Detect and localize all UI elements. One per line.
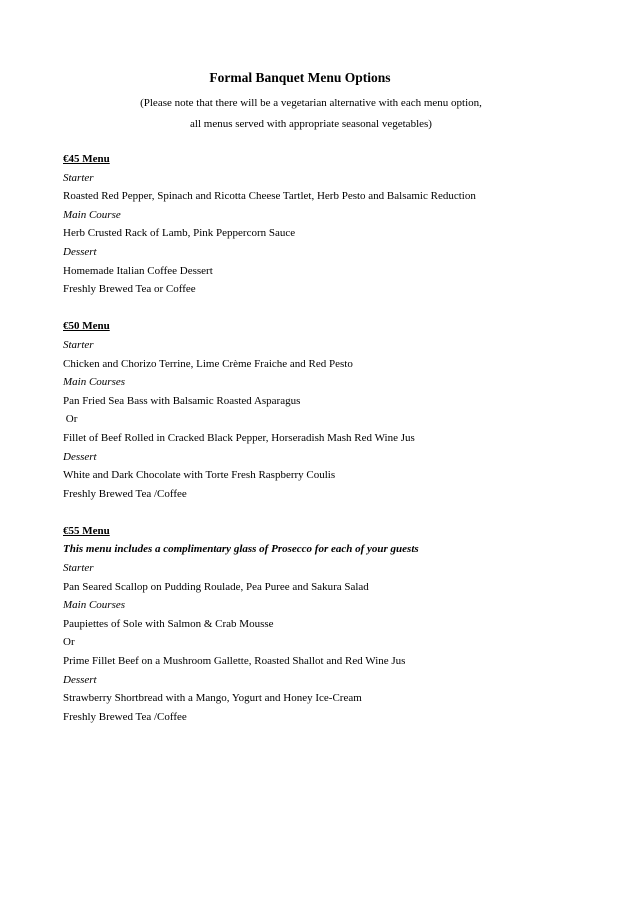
menu-55-dessert: Strawberry Shortbread with a Mango, Yogurt and Honey Ice-Cream <box>63 692 362 705</box>
section-gap <box>63 503 623 522</box>
menu-45-dessert: Homemade Italian Coffee Dessert <box>63 264 213 277</box>
menu-45-main: Herb Crusted Rack of Lamb, Pink Peppercorn Sauce <box>63 227 296 240</box>
menu-50-main-option-1: Pan Fried Sea Bass with Balsamic Roasted Asparagus <box>63 394 301 407</box>
menu-45-dessert-label: Dessert <box>63 245 97 258</box>
menu-55-section <box>63 522 623 727</box>
section-gap <box>63 299 623 318</box>
menu-50-main-option-2: Fillet of Beef Rolled in Cracked Black Pepper, Horseradish Mash Red Wine Jus <box>63 431 415 444</box>
menu-45-starter-label: Starter <box>63 171 94 184</box>
menu-45-starter: Roasted Red Pepper, Spinach and Ricotta Cheese Tartlet, Herb Pesto and Balsamic Reduction <box>63 190 476 203</box>
page-title: Formal Banquet Menu Options <box>209 70 391 85</box>
menu-list <box>63 150 623 726</box>
menu-50-section <box>63 317 623 503</box>
menu-55-starter-label: Starter <box>63 562 94 575</box>
menu-50-dessert-label: Dessert <box>63 450 97 463</box>
menu-45-main-label: Main Course <box>63 208 121 221</box>
menu-55-main-option-1: Paupiettes of Sole with Salmon & Crab Mousse <box>63 617 274 630</box>
menu-55-starter: Pan Seared Scallop on Pudding Roulade, Pea Puree and Sakura Salad <box>63 580 369 593</box>
menu-45-section <box>63 150 623 299</box>
menu-50-heading: €50 Menu <box>63 320 110 333</box>
menu-55-heading: €55 Menu <box>63 524 110 537</box>
vegetarian-note-line-1: (Please note that there will be a vegetarian alternative with each menu option, <box>140 97 482 109</box>
menu-55-prosecco-note: This menu includes a complimentary glass of Prosecco for each of your guests <box>63 543 419 556</box>
menu-45-heading: €45 Menu <box>63 153 110 165</box>
menu-55-drink: Freshly Brewed Tea /Coffee <box>63 710 187 723</box>
menu-55-dessert-label: Dessert <box>63 673 97 686</box>
menu-55-main-option-2: Prime Fillet Beef on a Mushroom Gallette, Roasted Shallot and Red Wine Jus <box>63 655 406 668</box>
menu-50-starter: Chicken and Chorizo Terrine, Lime Crème Fraiche and Red Pesto <box>63 357 353 370</box>
menu-50-or: Or <box>63 413 78 426</box>
menu-55-main-label: Main Courses <box>63 599 126 612</box>
menu-55-or: Or <box>63 636 75 649</box>
menu-45-drink: Freshly Brewed Tea or Coffee <box>63 283 196 296</box>
menu-50-main-label: Main Courses <box>63 376 126 389</box>
vegetarian-note-line-2: all menus served with appropriate seasonal vegetables) <box>190 118 432 130</box>
menu-50-starter-label: Starter <box>63 338 94 351</box>
menu-50-dessert: White and Dark Chocolate with Torte Fresh Raspberry Coulis <box>63 469 336 482</box>
menu-50-drink: Freshly Brewed Tea /Coffee <box>63 487 187 500</box>
